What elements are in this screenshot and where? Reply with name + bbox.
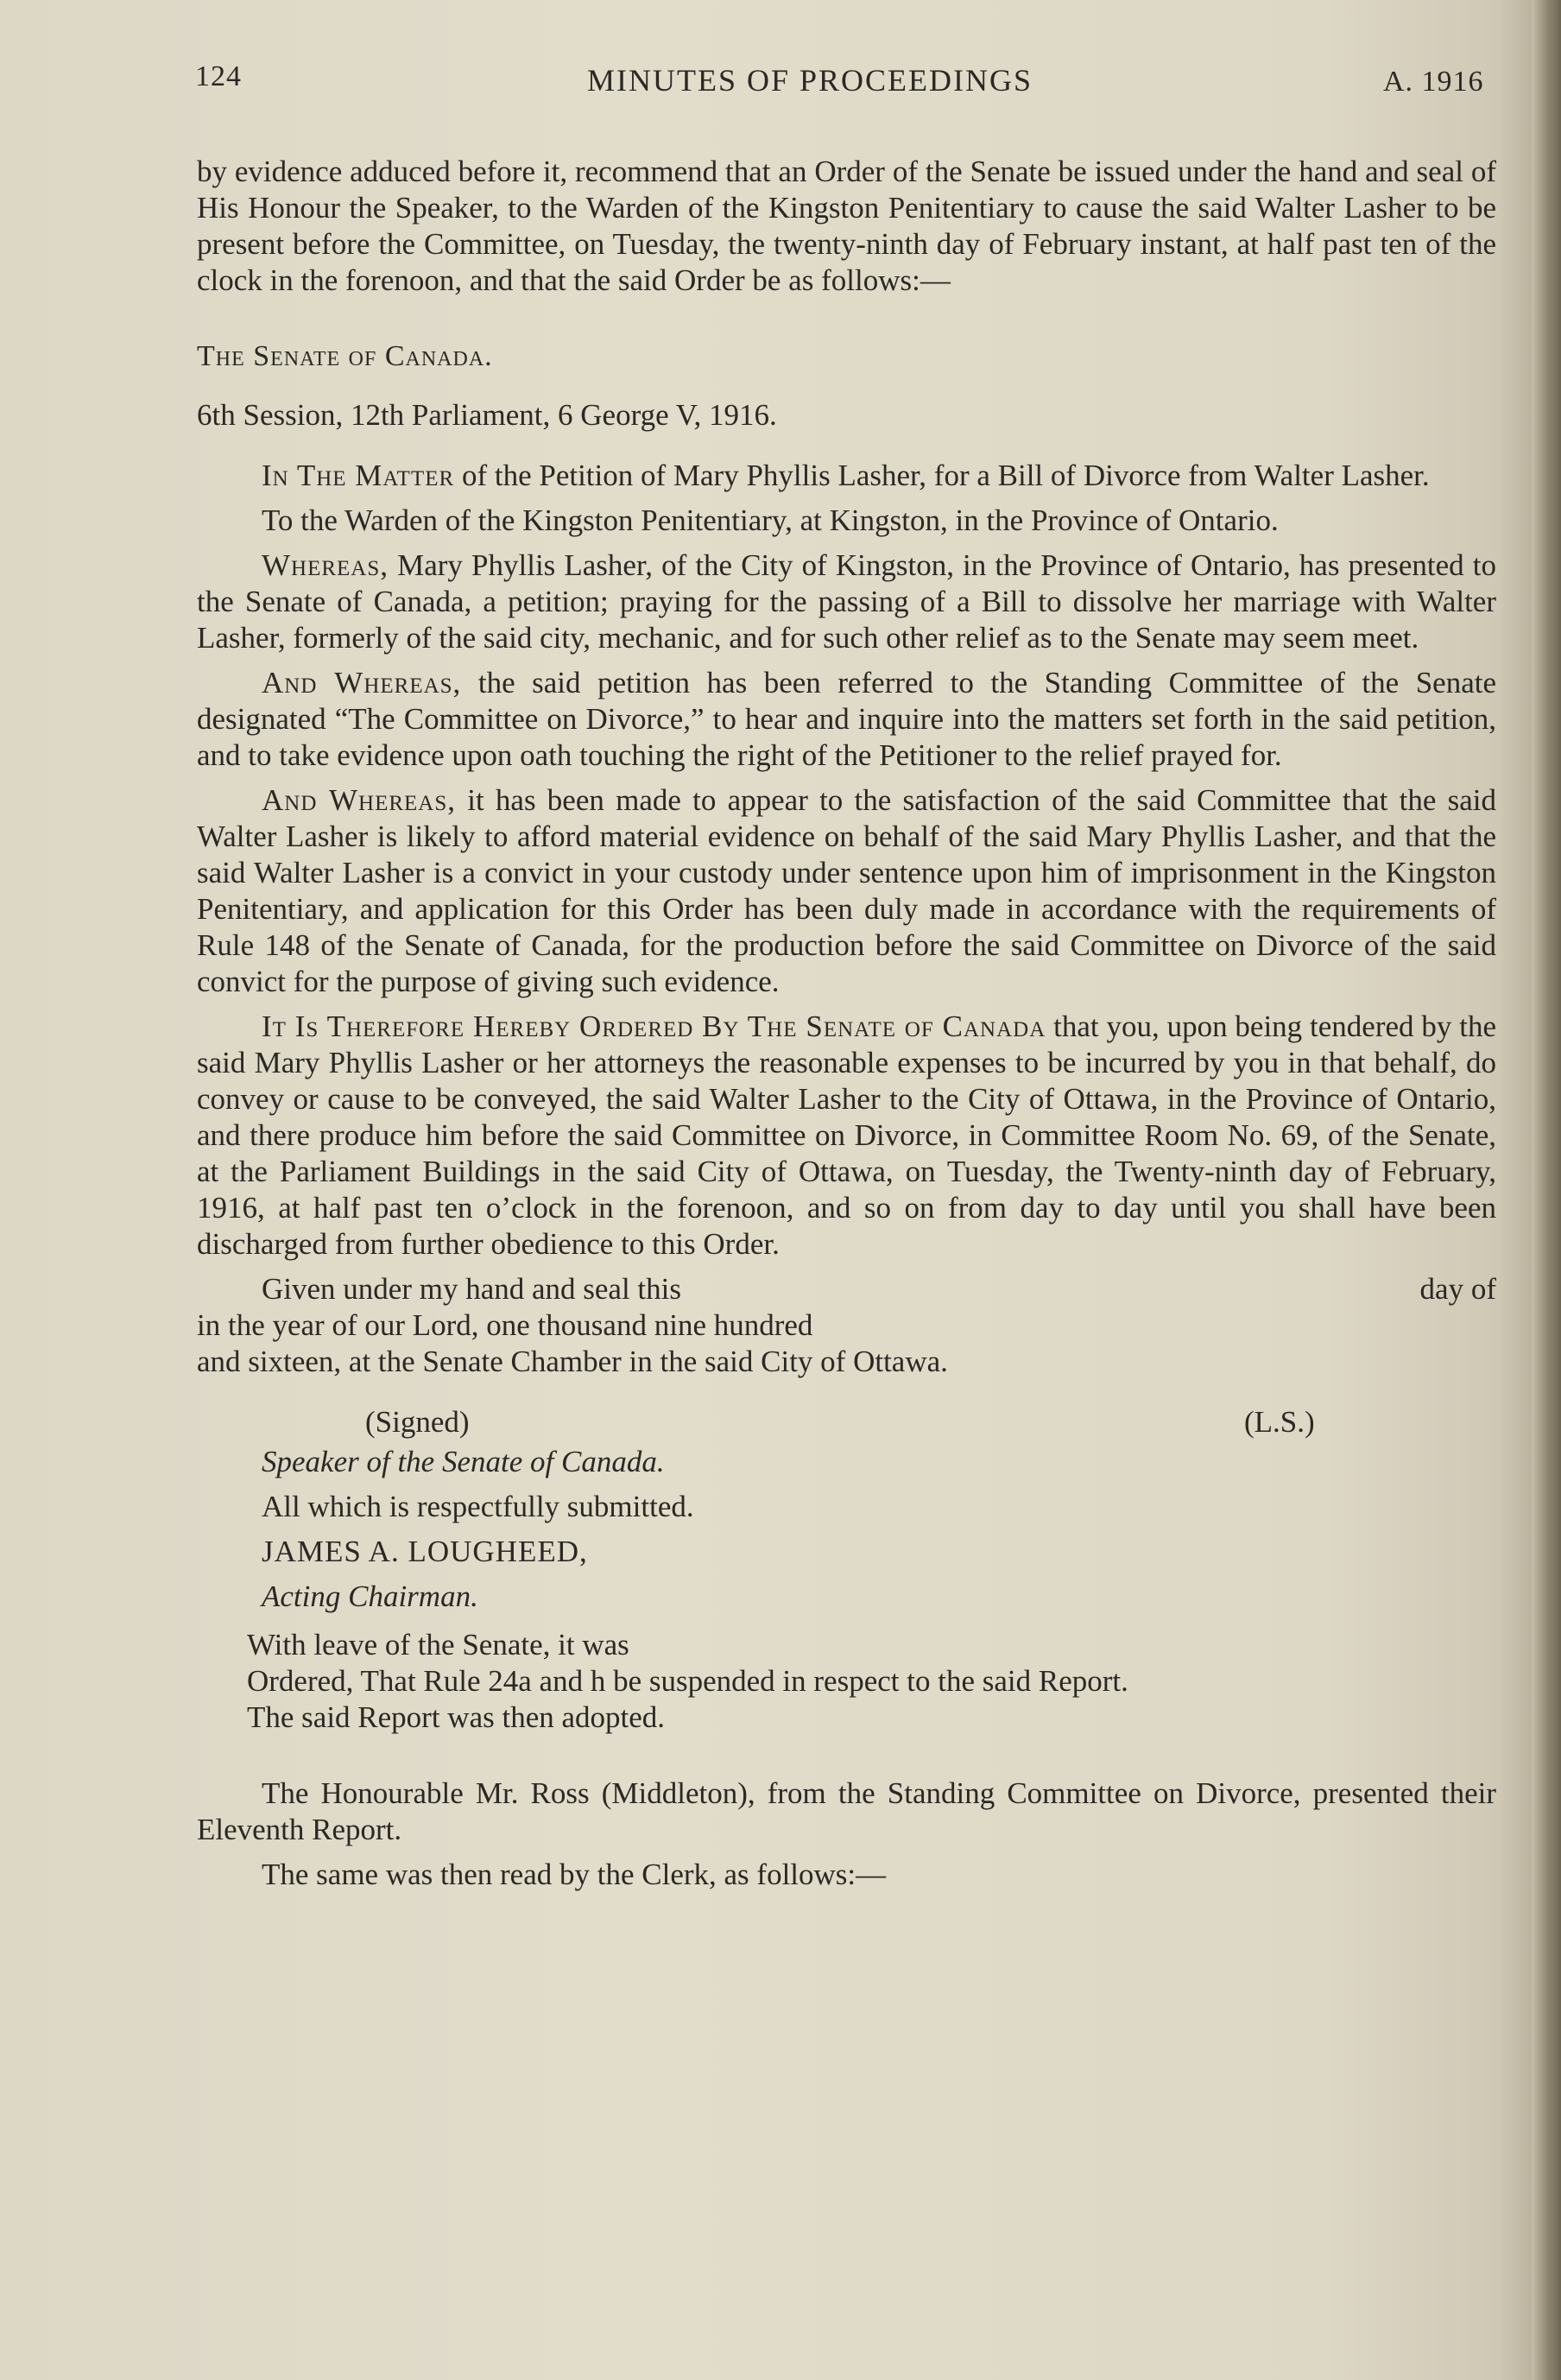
given-left: Given under my hand and seal this (262, 1272, 682, 1306)
lead-ordered: It Is Therefore Hereby Ordered By The Senate of Canada (262, 1010, 1046, 1043)
ordered-text: that you, upon being tendered by the said Mary Phyllis Lasher or her attorneys the reasonable expenses to be incurred by you in that behalf, do convey or cause to be conveyed, the said Walter Lasher to the City of Ottawa, in the Province of Ontario, and there produce him before the said Committee on Divorce, in Committee Room No. 69, of the Senate, at the Parliament Buildings in the said City of Ottawa, on Tuesday, the Twenty-ninth day of February, 1916, at half past ten o’clock in the forenoon, and so on from day to day until you shall have been discharged from further obedience to this Order. (197, 1010, 1496, 1261)
adopted-line: The said Report was then adopted. (247, 1700, 666, 1734)
matter-text: of the Petition of Mary Phyllis Lasher, for a Bill of Divorce from Walter Lasher. (454, 459, 1430, 492)
page-number: 124 (195, 60, 242, 92)
senate-heading: The Senate of Canada. (197, 340, 493, 372)
paragraph-ordered (197, 1009, 1496, 1263)
leave-line: With leave of the Senate, it was (247, 1628, 629, 1662)
lead-whereas-3: And Whereas, (262, 783, 456, 817)
ordered-rule-line: Ordered, That Rule 24a and h be suspended in respect to the said Report. (247, 1664, 1128, 1698)
seal-label: (L.S.) (1244, 1405, 1315, 1439)
paragraph-recommendation: by evidence adduced before it, recommend that an Order of the Senate be issued under the hand and seal of His Honour the Speaker, to the Warden of the Kingston Penitentiary to cause the said Walter Lasher to be present before the Committee, on Tuesday, the twenty-ninth day of February instant, at half past ten of the clock in the forenoon, and that the said Order be as follows:— (197, 155, 1496, 297)
paragraph-whereas-1 (197, 548, 1496, 656)
paragraph-to-warden: To the Warden of the Kingston Penitentiary, at Kingston, in the Province of Ontario. (262, 503, 1279, 537)
paragraph-ross-report: The Honourable Mr. Ross (Middleton), from the Standing Committee on Divorce, presented their Eleventh Report. (197, 1776, 1496, 1846)
lead-whereas-2: And Whereas, (262, 666, 462, 699)
paragraph-whereas-3 (197, 782, 1496, 1000)
chairman-title: Acting Chairman. (262, 1579, 478, 1613)
session-line: 6th Session, 12th Parliament, 6 George V, 1916. (197, 398, 777, 432)
given-right: day of (1419, 1272, 1496, 1306)
spacer (197, 1736, 1496, 1776)
session-year: A. 1916 (1383, 66, 1484, 98)
whereas-3-text: it has been made to appear to the satisfaction of the said Committee that the said Walter Lasher is likely to afford material evidence on behalf of the said Mary Phyllis Lasher, and that the said Walter Lasher is a convict in your custody under sentence upon him of imprisonment in the Kingston Penitentiary, and application for this Order has been duly made in accordance with the requirements of Rule 148 of the Senate of Canada, for the production before the said Committee on Divorce of the said convict for the purpose of giving such evidence. (197, 783, 1496, 998)
page-header (0, 60, 1561, 112)
lead-whereas-1: Whereas, (262, 548, 389, 582)
signature-row (197, 1404, 1496, 1444)
lead-in-the-matter: In The Matter (262, 459, 455, 492)
page-edge-shadow (1532, 0, 1561, 2380)
running-title: MINUTES OF PROCEEDINGS (587, 63, 1033, 98)
paragraph-in-the-matter (197, 458, 1496, 494)
given-line (197, 1271, 1496, 1307)
chairman-name: JAMES A. LOUGHEED, (262, 1535, 588, 1568)
page-body (197, 154, 1496, 1902)
paragraph-whereas-2 (197, 665, 1496, 774)
whereas-2-text: the said petition has been referred to the Standing Committee of the Senate designated “The Committee on Divorce,” to hear and inquire into the matters set forth in the said petition, and to take evidence upon oath touching the right of the Petitioner to the relief prayed for. (197, 666, 1496, 772)
submitted-line: All which is respectfully submitted. (262, 1490, 694, 1523)
paragraph-read-by-clerk: The same was then read by the Clerk, as follows:— (262, 1858, 887, 1891)
signed-label: (Signed) (365, 1405, 470, 1439)
given-end: and sixteen, at the Senate Chamber in the said City of Ottawa. (197, 1345, 948, 1378)
motion-block (247, 1627, 1496, 1736)
speaker-title: Speaker of the Senate of Canada. (262, 1445, 665, 1478)
whereas-1-text: Mary Phyllis Lasher, of the City of Kingston, in the Province of Ontario, has presented to the Senate of Canada, a petition; praying for the passing of a Bill to dissolve her marriage with Walter Lasher, formerly of the said city, mechanic, and for such other relief as to the Senate may seem meet. (197, 548, 1496, 655)
year-line: in the year of our Lord, one thousand nine hundred (197, 1308, 813, 1342)
